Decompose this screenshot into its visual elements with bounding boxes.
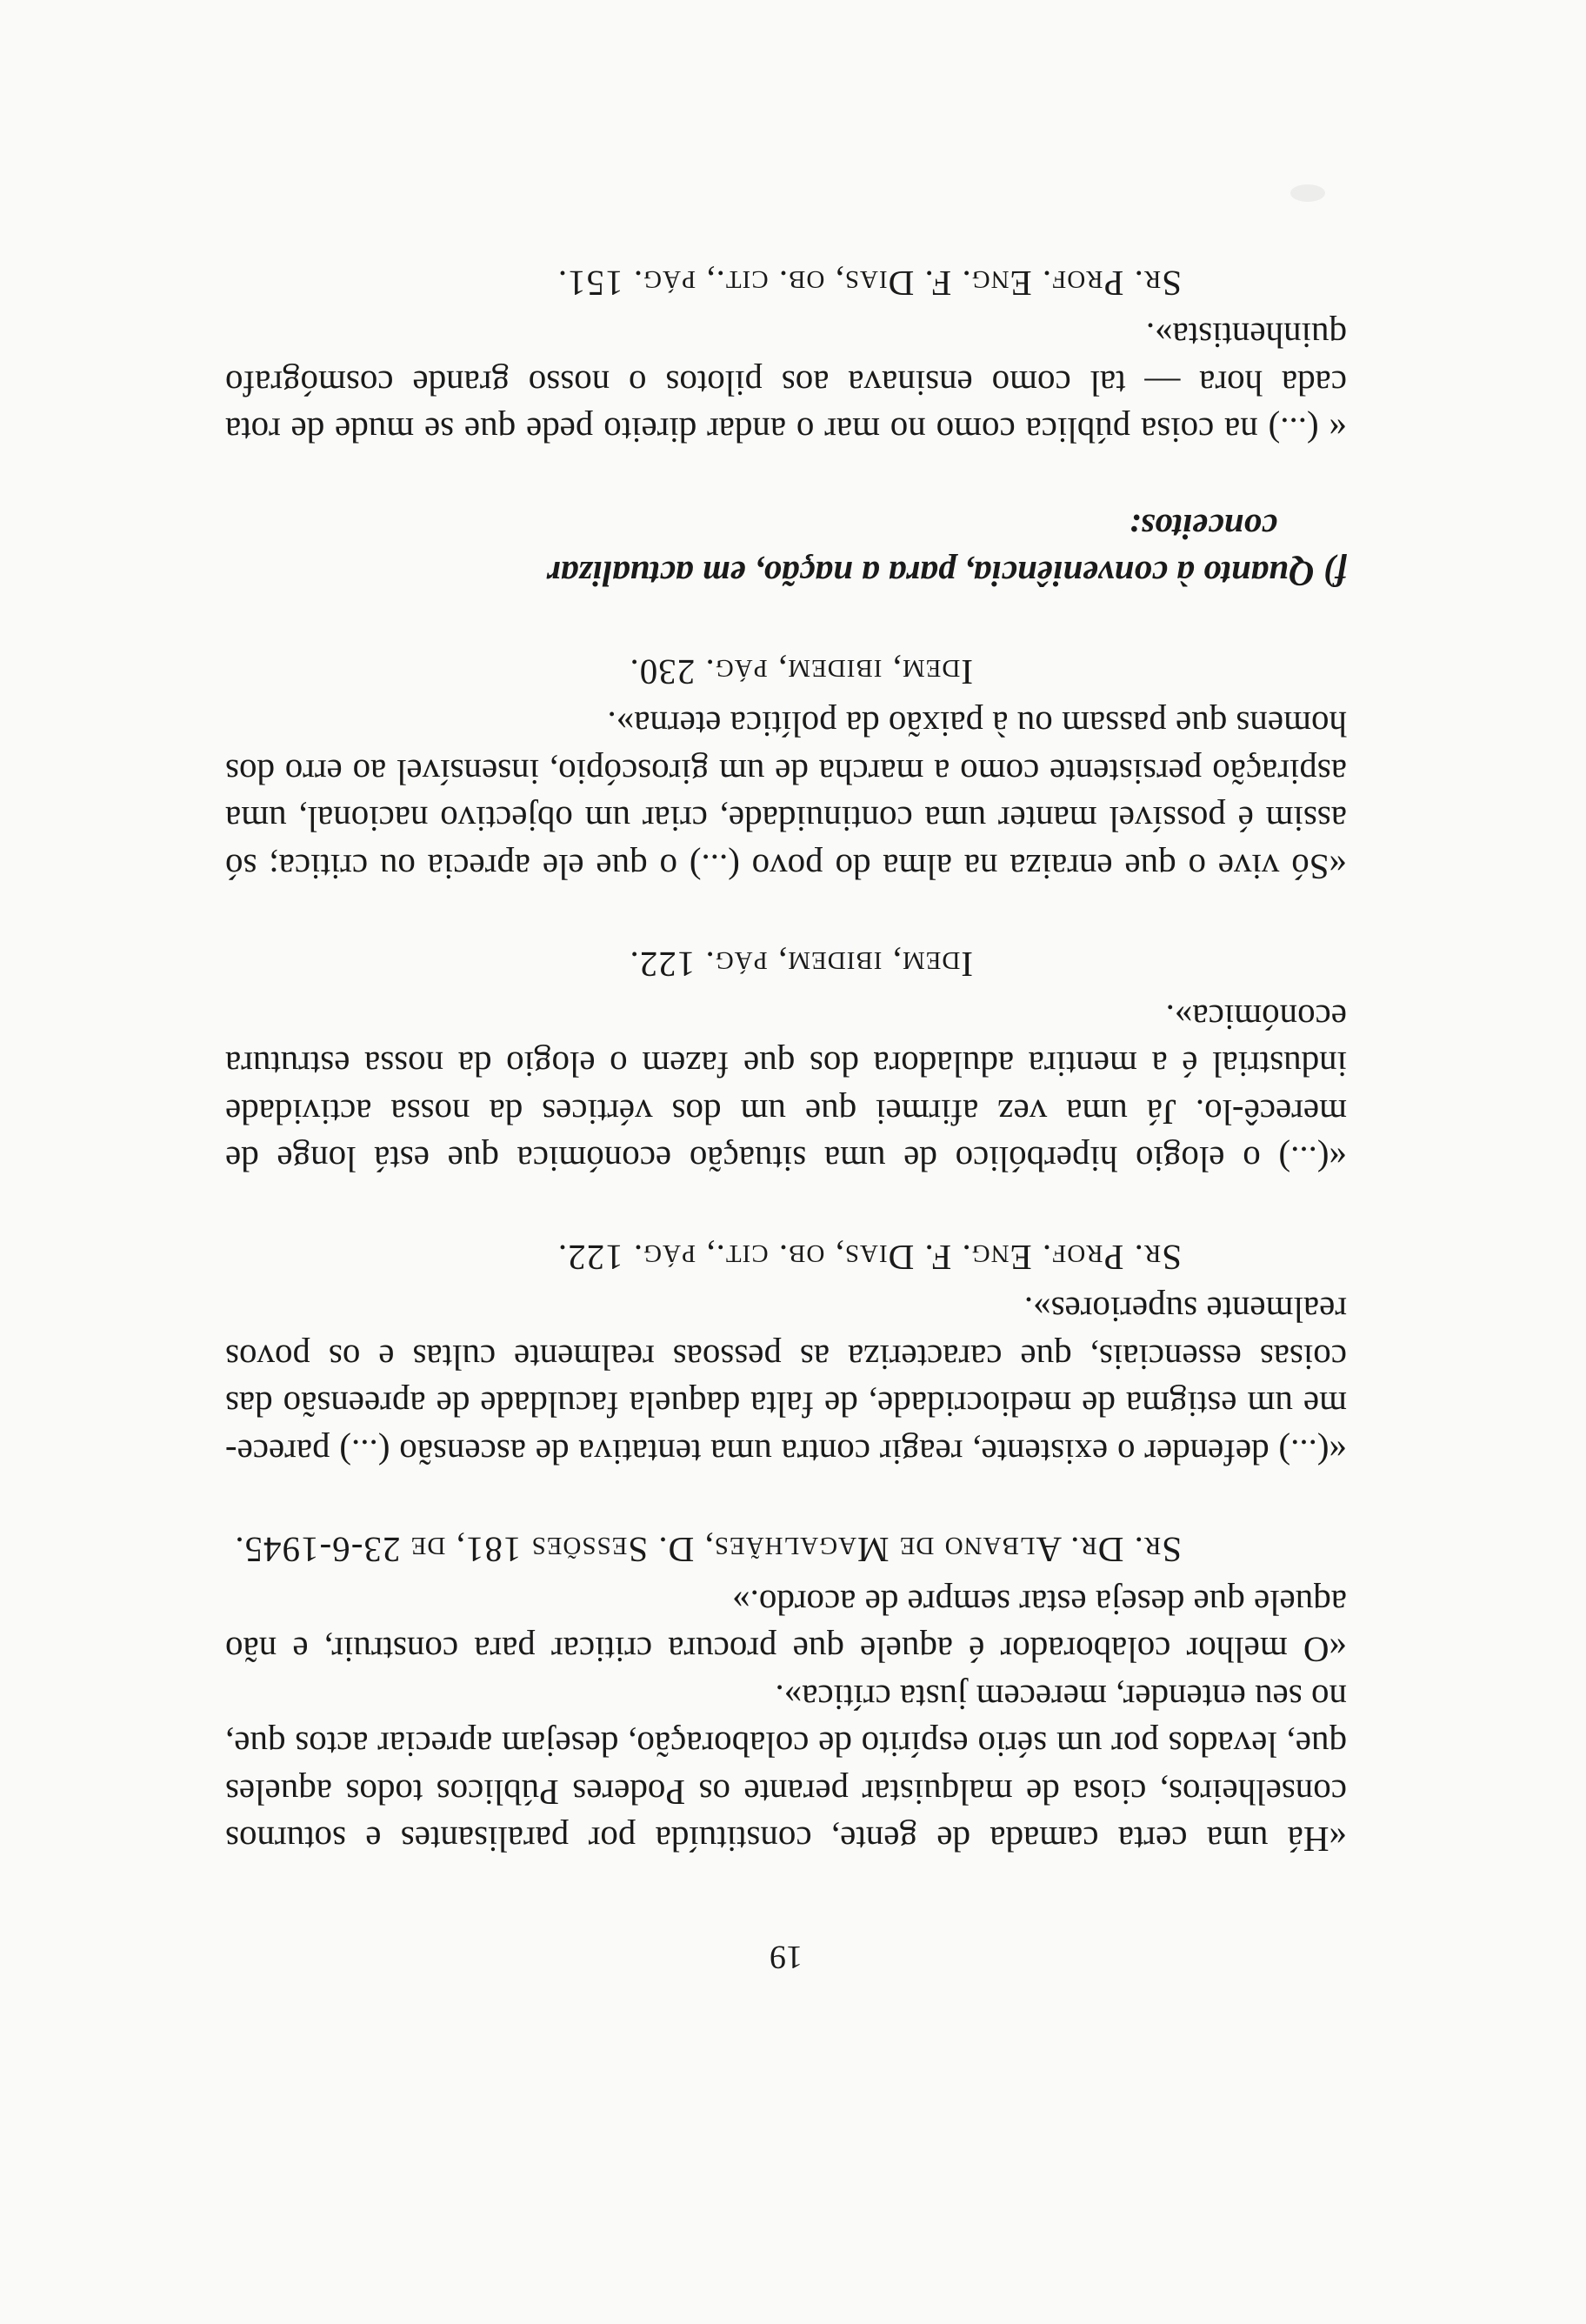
- quote-text: «(...) defender o existente, reagir contra uma tentativa de ascensão (...) parece-me um estigma de mediocridade, de falta daquela faculdade de apreensão das coisas essenciais, que caracteriza as pessoas realmente cultas e os povos realmente superiores».: [225, 1290, 1347, 1473]
- quote-text: «Só vive o que enraiza na alma do povo (...) o que ele aprecia ou critica; só assim é possível manter uma continuidade, criar um objectivo nacional, uma aspiração persistente como a marcha de um giroscópio, insensível ao erro dos homens que passam ou à paixão da política eterna».: [225, 705, 1347, 887]
- page-number: 19: [770, 1939, 803, 1975]
- quote-block: [225, 994, 1347, 1184]
- quote-text: «Há uma certa camada de gente, constituída por paralisantes e soturnos conselheiros, ciosa de malquistar perante os Poderes Públicos todos aqueles que, levados por um sério espírito de colaboração, desejam apreciar actos que, no seu entender, merecem justa crítica».: [225, 1678, 1347, 1860]
- page-content: [225, 210, 1347, 1981]
- quote-block: [225, 312, 1347, 455]
- quote-attribution: Sr. Prof. Eng. F. Dias, ob. cit., pág. 122.: [556, 1238, 1182, 1278]
- section-heading-line2: conceitos:: [1129, 507, 1277, 547]
- quote-text: «(...) o elogio hiperbólico de uma situação económica que está longe de merecê-lo. Já uma vez afirmei que um dos vértices da nossa actividade industrial é a mentira aduladora dos que fazem o elogio da nossa estrutura económica».: [225, 998, 1347, 1180]
- quote-text: « (...) na coisa pública como no mar o andar direito pede que se mude de rota cada hora — tal como ensinava aos pilotos o nosso grande cosmógrafo quinhentista».: [225, 316, 1347, 451]
- quote-attribution: Idem, ibidem, pág. 230.: [629, 652, 973, 692]
- section-heading: [225, 504, 1347, 598]
- quote-block: [225, 1286, 1347, 1476]
- section-heading-line1: f) Quanto à conveniência, para a nação, em actualizar: [546, 554, 1347, 595]
- quote-attribution: Idem, ibidem, pág. 122.: [629, 945, 973, 985]
- quote-attribution: Sr. Prof. Eng. F. Dias, ob. cit., pág. 151.: [556, 264, 1182, 304]
- quote-continuation: «O melhor colaborador é aquele que procura criticar para construir, e não aquele que deseja estar sempre de acordo.»: [225, 1583, 1347, 1671]
- quote-block: [225, 1579, 1347, 1864]
- quote-attribution: Sr. Dr. Albano de Magalhães, D. Sessões 181, de 23-6-1945.: [234, 1530, 1182, 1571]
- quote-block: [225, 701, 1347, 891]
- paper-stain: [1290, 184, 1325, 202]
